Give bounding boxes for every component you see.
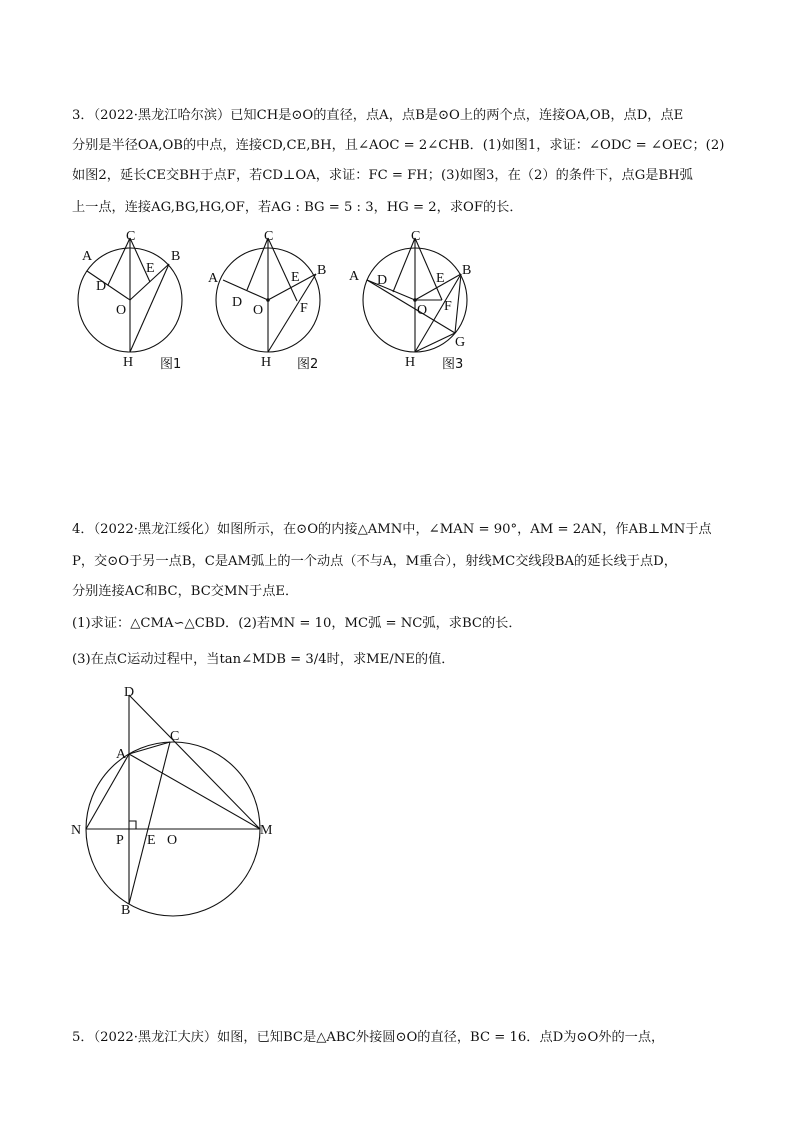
label-O: O xyxy=(417,303,428,318)
label-A: A xyxy=(349,269,360,284)
label-D: D xyxy=(96,279,107,294)
problem4-line-3: 分别连接AC和BC，BC交MN于点E． xyxy=(72,584,299,599)
problem4-line-4: (1)求证：△CMA∽△CBD．(2)若MN = 10，MC弧 = NC弧，求BC的长． xyxy=(72,616,522,631)
label-D: D xyxy=(232,295,243,310)
label-P: P xyxy=(116,833,124,848)
label-C: C xyxy=(411,229,421,244)
label-O: O xyxy=(167,833,178,848)
label-E: E xyxy=(436,271,445,286)
label-N: N xyxy=(71,823,82,838)
problem3-figure-2 xyxy=(205,228,335,378)
label-H: H xyxy=(123,355,134,370)
caption-fig1: 图1 xyxy=(160,357,182,372)
problem3-line-2: 分别是半径OA,OB的中点，连接CD,CE,BH，且∠AOC = 2∠CHB．(1)如图1，求证：∠ODC = ∠OEC；(2) xyxy=(72,138,725,153)
label-C: C xyxy=(170,729,180,744)
label-A: A xyxy=(82,249,93,264)
problem3-line-1: 3．（2022·黑龙江哈尔滨）已知CH是⊙O的直径，点A，点B是⊙O上的两个点，连接OA,OB，点D，点E xyxy=(72,108,684,123)
problem3-figure-3 xyxy=(345,228,485,378)
label-D: D xyxy=(377,273,388,288)
label-E: E xyxy=(147,833,156,848)
label-O: O xyxy=(253,303,264,318)
label-A: A xyxy=(208,271,219,286)
problem3-line-3: 如图2，延长CE交BH于点F，若CD⊥OA，求证：FC = FH；(3)如图3，在（2）的条件下，点G是BH弧 xyxy=(72,168,693,183)
label-C: C xyxy=(264,229,274,244)
label-H: H xyxy=(405,355,416,370)
label-B: B xyxy=(121,903,131,918)
label-F: F xyxy=(300,301,308,316)
label-M: M xyxy=(260,823,273,838)
label-B: B xyxy=(317,263,327,278)
label-O: O xyxy=(116,303,127,318)
problem4-line-1: 4．（2022·黑龙江绥化）如图所示，在⊙O的内接△AMN中，∠MAN = 90°，AM = 2AN，作AB⊥MN于点 xyxy=(72,522,712,537)
caption-fig2: 图2 xyxy=(297,357,319,372)
problem4-line-5: (3)在点C运动过程中，当tan∠MDB = 3/4时，求ME/NE的值． xyxy=(72,652,455,667)
label-H: H xyxy=(261,355,272,370)
problem3-line-4: 上一点，连接AG,BG,HG,OF，若AG : BG = 5 : 3，HG = 2，求OF的长． xyxy=(72,200,523,215)
label-C: C xyxy=(126,229,136,244)
label-E: E xyxy=(291,270,300,285)
label-A: A xyxy=(116,747,127,762)
label-E: E xyxy=(146,261,155,276)
problem5-line-1: 5．（2022·黑龙江大庆）如图，已知BC是△ABC外接圆⊙O的直径，BC = 16．点D为⊙O外的一点， xyxy=(72,1030,665,1045)
label-G: G xyxy=(455,335,466,350)
problem3-figure-1 xyxy=(72,228,192,378)
problem4-figure xyxy=(66,682,296,922)
label-B: B xyxy=(171,249,181,264)
label-D: D xyxy=(124,685,135,700)
problem4-line-2: P，交⊙O于另一点B，C是AM弧上的一个动点（不与A，M重合），射线MC交线段BA的延长线于点D， xyxy=(72,554,677,569)
label-F: F xyxy=(444,299,452,314)
caption-fig3: 图3 xyxy=(442,357,464,372)
label-B: B xyxy=(462,263,472,278)
